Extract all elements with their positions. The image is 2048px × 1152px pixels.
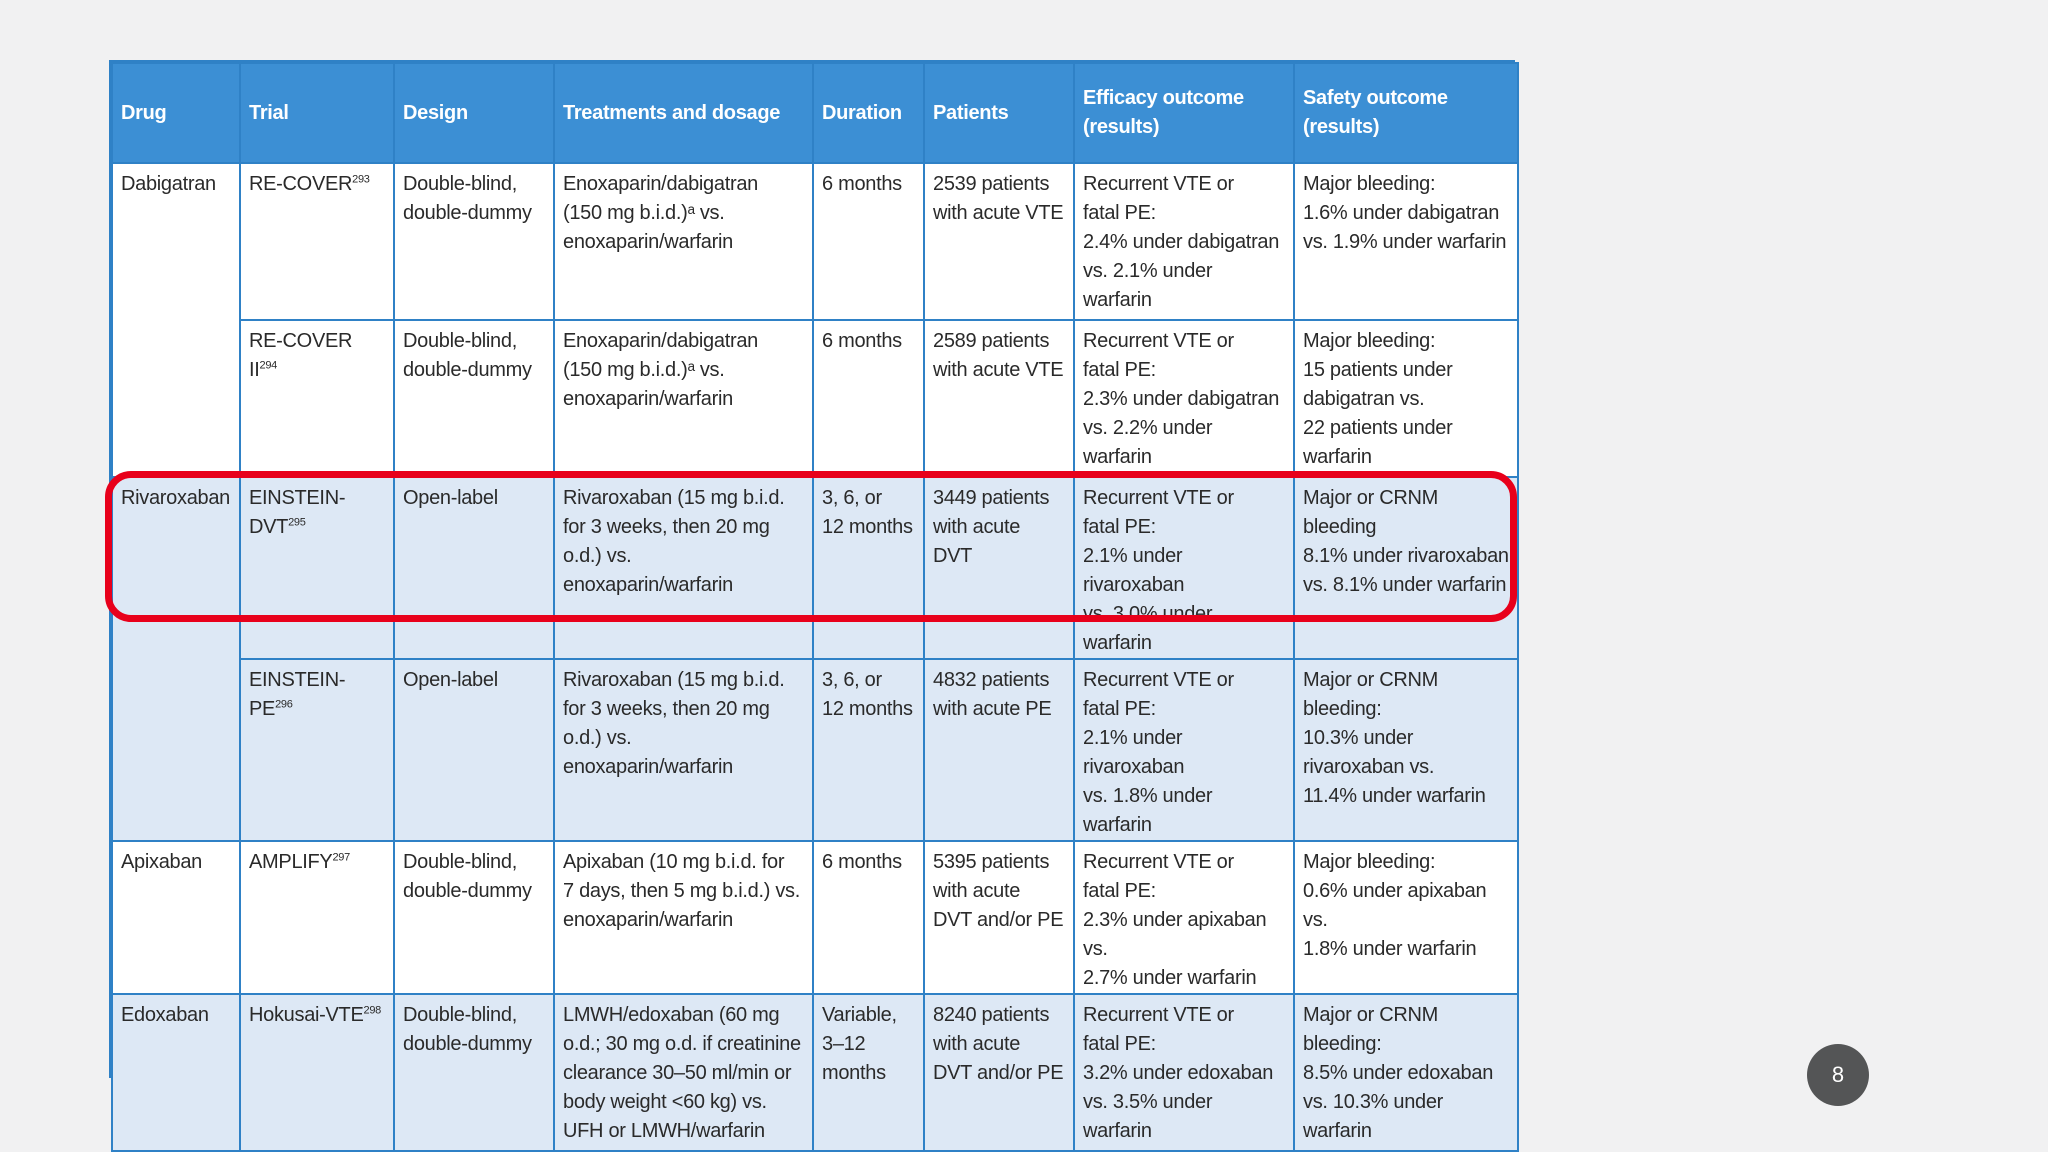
header-design: Design — [394, 63, 554, 163]
cell-safety: Major bleeding: 1.6% under dabigatran vs. 1.9% under warfarin — [1294, 163, 1518, 320]
cell-trial: EINSTEIN- DVT$^{295}$ — [240, 477, 394, 659]
cell-design: Double-blind, double-dummy — [394, 994, 554, 1151]
cell-treatment: Enoxaparin/dabigatran (150 mg b.i.d.)ᵃ vs. enoxaparin/warfarin — [554, 163, 813, 320]
cell-duration: 6 months — [813, 163, 924, 320]
cell-drug: Apixaban — [112, 841, 240, 994]
cell-safety: Major or CRNM bleeding 8.1% under rivaroxaban vs. 8.1% under warfarin — [1294, 477, 1518, 659]
table-row — [112, 477, 1518, 659]
cell-efficacy: Recurrent VTE or fatal PE: 3.2% under edoxaban vs. 3.5% under warfarin — [1074, 994, 1294, 1151]
cell-treatment: Rivaroxaban (15 mg b.i.d. for 3 weeks, then 20 mg o.d.) vs. enoxaparin/warfarin — [554, 477, 813, 659]
cell-safety: Major bleeding: 0.6% under apixaban vs. 1.8% under warfarin — [1294, 841, 1518, 994]
page-number: 8 — [1831, 1062, 1845, 1087]
table-row — [112, 163, 1518, 320]
cell-efficacy: Recurrent VTE or fatal PE: 2.3% under dabigatran vs. 2.2% under warfarin — [1074, 320, 1294, 477]
header-efficacy: Efficacy outcome (results) — [1074, 63, 1294, 163]
cell-design: Double-blind, double-dummy — [394, 320, 554, 477]
trials-table — [111, 62, 1519, 1152]
cell-duration: Variable, 3–12 months — [813, 994, 924, 1151]
cell-patients: 8240 patients with acute DVT and/or PE — [924, 994, 1074, 1151]
table-row — [112, 841, 1518, 994]
cell-duration: 3, 6, or 12 months — [813, 659, 924, 841]
trials-table-container — [109, 60, 1515, 1142]
cell-safety: Major bleeding: 15 patients under dabigatran vs. 22 patients under warfarin — [1294, 320, 1518, 477]
header-safety: Safety outcome (results) — [1294, 63, 1518, 163]
table-row — [112, 994, 1518, 1151]
cell-duration: 3, 6, or 12 months — [813, 477, 924, 659]
cell-treatment: Rivaroxaban (15 mg b.i.d. for 3 weeks, then 20 mg o.d.) vs. enoxaparin/warfarin — [554, 659, 813, 841]
cell-safety: Major or CRNM bleeding: 8.5% under edoxaban vs. 10.3% under warfarin — [1294, 994, 1518, 1151]
cell-patients: 2589 patients with acute VTE — [924, 320, 1074, 477]
cell-design: Open-label — [394, 477, 554, 659]
cell-treatment: Apixaban (10 mg b.i.d. for 7 days, then 5 mg b.i.d.) vs. enoxaparin/warfarin — [554, 841, 813, 994]
page-number-badge — [1807, 1044, 1869, 1106]
cell-patients: 4832 patients with acute PE — [924, 659, 1074, 841]
cell-trial: RE-COVER II$^{294}$ — [240, 320, 394, 477]
header-treatments: Treatments and dosage — [554, 63, 813, 163]
cell-drug: Edoxaban — [112, 994, 240, 1151]
cell-trial: AMPLIFY$^{297}$ — [240, 841, 394, 994]
table-header-row — [112, 63, 1518, 163]
cell-duration: 6 months — [813, 320, 924, 477]
cell-patients: 3449 patients with acute DVT — [924, 477, 1074, 659]
cell-treatment: LMWH/edoxaban (60 mg o.d.; 30 mg o.d. if creatinine clearance 30–50 ml/min or body weight <60 kg) vs. UFH or LMWH/warfarin — [554, 994, 813, 1151]
cell-efficacy: Recurrent VTE or fatal PE: 2.1% under rivaroxaban vs. 1.8% under warfarin — [1074, 659, 1294, 841]
cell-duration: 6 months — [813, 841, 924, 994]
table-row — [112, 320, 1518, 477]
cell-design: Double-blind, double-dummy — [394, 841, 554, 994]
header-duration: Duration — [813, 63, 924, 163]
cell-patients: 5395 patients with acute DVT and/or PE — [924, 841, 1074, 994]
cell-drug: Rivaroxaban — [112, 477, 240, 841]
cell-trial: Hokusai-VTE$^{298}$ — [240, 994, 394, 1151]
cell-drug: Dabigatran — [112, 163, 240, 477]
cell-efficacy: Recurrent VTE or fatal PE: 2.4% under dabigatran vs. 2.1% under warfarin — [1074, 163, 1294, 320]
header-drug: Drug — [112, 63, 240, 163]
cell-design: Open-label — [394, 659, 554, 841]
table-row — [112, 659, 1518, 841]
cell-patients: 2539 patients with acute VTE — [924, 163, 1074, 320]
cell-efficacy: Recurrent VTE or fatal PE: 2.1% under rivaroxaban vs. 3.0% under warfarin — [1074, 477, 1294, 659]
cell-treatment: Enoxaparin/dabigatran (150 mg b.i.d.)ᵃ vs. enoxaparin/warfarin — [554, 320, 813, 477]
header-trial: Trial — [240, 63, 394, 163]
header-patients: Patients — [924, 63, 1074, 163]
cell-safety: Major or CRNM bleeding: 10.3% under rivaroxaban vs. 11.4% under warfarin — [1294, 659, 1518, 841]
cell-trial: EINSTEIN-PE$^{296}$ — [240, 659, 394, 841]
cell-efficacy: Recurrent VTE or fatal PE: 2.3% under apixaban vs. 2.7% under warfarin — [1074, 841, 1294, 994]
cell-design: Double-blind, double-dummy — [394, 163, 554, 320]
cell-trial: RE-COVER$^{293}$ — [240, 163, 394, 320]
